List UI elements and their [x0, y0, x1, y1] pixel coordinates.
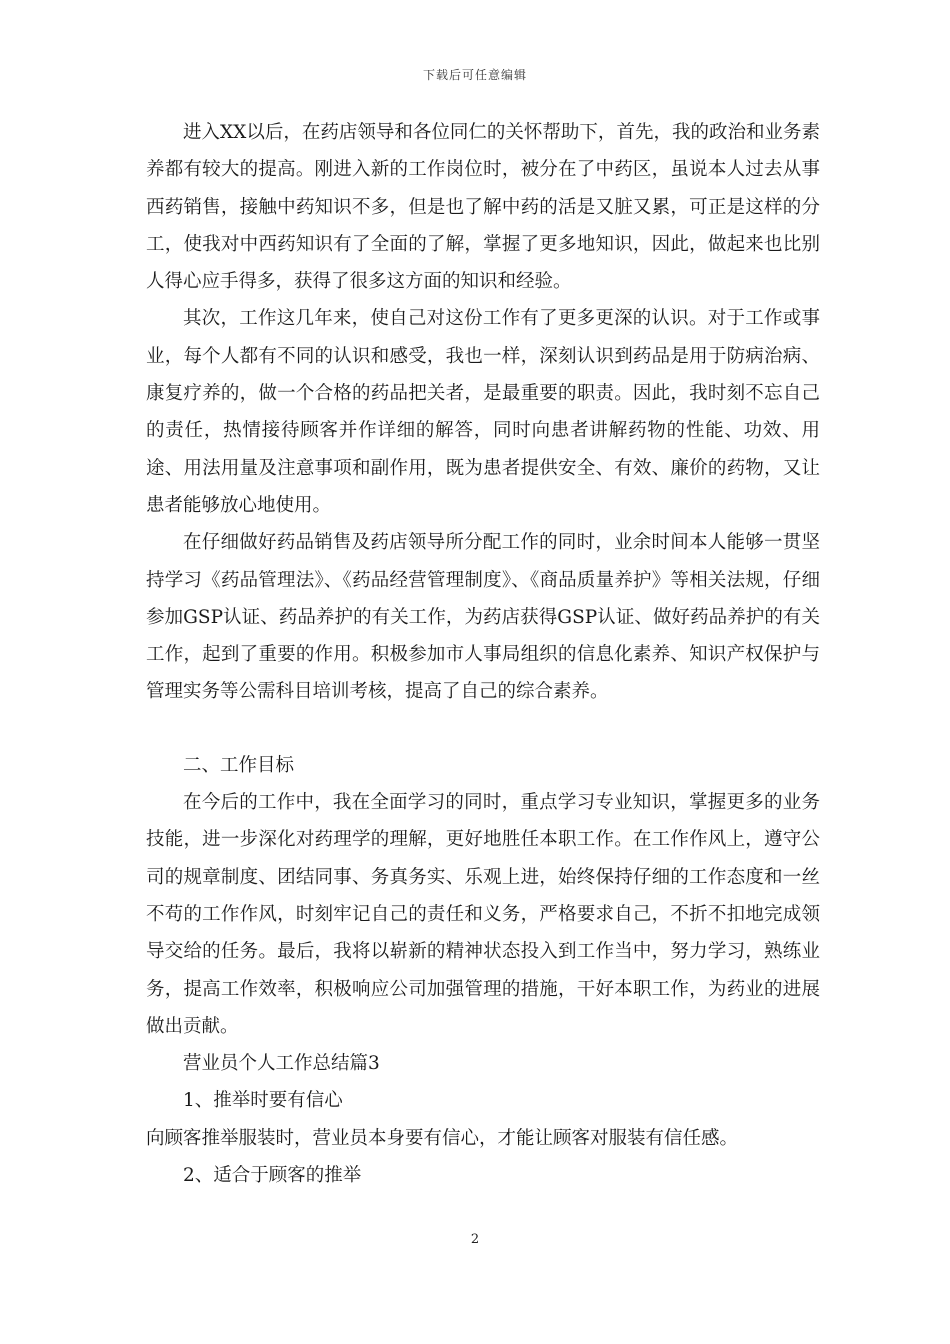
- section-heading-work-goals: 二、工作目标: [183, 754, 295, 776]
- paragraph-3: 在仔细做好药品销售及药店领导所分配工作的同时，业余时间本人能够一贯坚持学习《药品管理法》、《药品经营管理制度》、《商品质量养护》等相关法规，仔细参加GSP认证、药品养护的有关工作，为药店获得GSP认证、做好药品养护的有关工作，起到了重要的作用。积极参加市人事局组织的信息化素养、知识产权保护与管理实务等公需科目培训考核，提高了自己的综合素养。: [146, 532, 820, 703]
- page-number: 2: [470, 1232, 480, 1247]
- paragraph-2: 其次，工作这几年来，使自己对这份工作有了更多更深的认识。对于工作或事业，每个人都有不同的认识和感受，我也一样，深刻认识到药品是用于防病治病、康复疗养的，做一个合格的药品把关者，是最重要的职责。因此，我时刻不忘自己的责任，热情接待顾客并作详细的解答，同时向患者讲解药物的性能、功效、用途、用法用量及注意事项和副作用，既为患者提供安全、有效、廉价的药物，又让患者能够放心地使用。: [146, 308, 820, 516]
- section-gap: [146, 711, 820, 747]
- section-title-part-3: 营业员个人工作总结篇3: [183, 1053, 380, 1075]
- subheading-1: 1、推举时要有信心: [183, 1090, 343, 1112]
- paragraph-4: 在今后的工作中，我在全面学习的同时，重点学习专业知识，掌握更多的业务技能，进一步深化对药理学的理解，更好地胜任本职工作。在工作作风上，遵守公司的规章制度、团结同事、务真务实、乐观上进，始终保持仔细的工作态度和一丝不苟的工作作风，时刻牢记自己的责任和义务，严格要求自己，不折不扣地完成领导交给的任务。最后，我将以崭新的精神状态投入到工作当中，努力学习，熟练业务，提高工作效率，积极响应公司加强管理的措施，干好本职工作，为药业的进展做出贡献。: [146, 792, 820, 1037]
- subheading-2: 2、适合于顾客的推举: [183, 1165, 362, 1187]
- page-header: 下载后可任意编辑: [422, 68, 527, 82]
- paragraph-5: 向顾客推举服装时，营业员本身要有信心，才能让顾客对服装有信任感。: [146, 1127, 739, 1149]
- document-body: [146, 114, 820, 1194]
- paragraph-1: 进入XX以后，在药店领导和各位同仁的关怀帮助下，首先，我的政治和业务素养都有较大的提高。刚进入新的工作岗位时，被分在了中药区，虽说本人过去从事西药销售，接触中药知识不多，但是也了解中药的活是又脏又累，可正是这样的分工，使我对中西药知识有了全面的了解，掌握了更多地知识，因此，做起来也比别人得心应手得多，获得了很多这方面的知识和经验。: [146, 122, 820, 293]
